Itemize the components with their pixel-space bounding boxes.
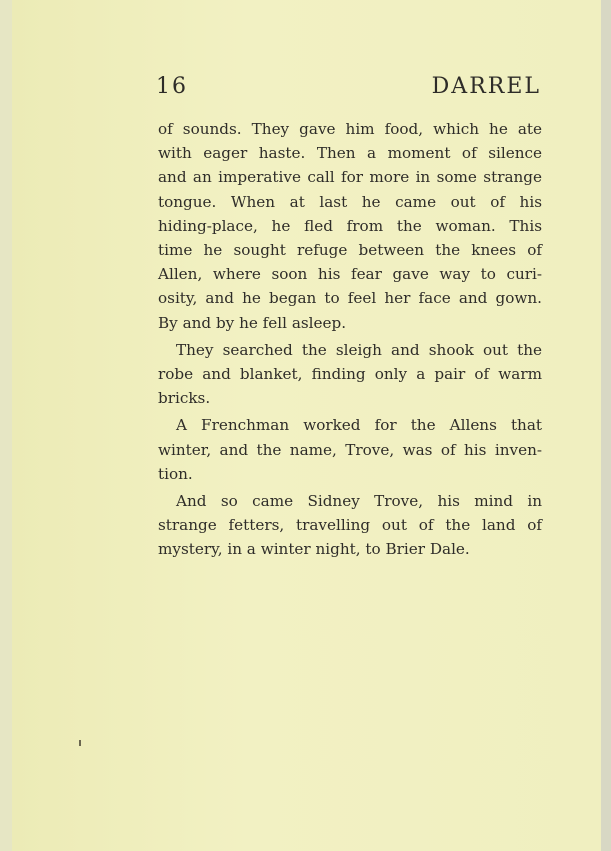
text-line: robe and blanket, finding only a pair of warm	[158, 365, 542, 384]
text-line: hiding-place, he fled from the woman. This	[158, 216, 542, 235]
body-text	[158, 117, 542, 565]
page-number: 16	[156, 74, 188, 99]
text-line: of sounds. They gave him food, which he ate	[158, 120, 542, 138]
ink-speck	[79, 740, 81, 746]
text-line: And so came Sidney Trove, his mind in	[176, 492, 542, 511]
text-line: time he sought refuge between the knees of	[158, 241, 542, 260]
text-line: strange fetters, travelling out of the land of	[158, 516, 542, 535]
text-line: mystery, in a winter night, to Brier Dale.	[158, 540, 470, 559]
text-line: osity, and he began to feel her face and gown.	[158, 289, 542, 308]
text-line: They searched the sleigh and shook out the	[176, 340, 542, 359]
text-line: and an imperative call for more in some strange	[158, 168, 542, 187]
paragraph-1	[158, 117, 542, 335]
text-line: A Frenchman worked for the Allens that	[176, 416, 542, 435]
page-edge	[601, 0, 611, 851]
paragraph-4	[158, 489, 542, 562]
running-head: DARREL	[431, 74, 541, 99]
text-line: bricks.	[158, 389, 211, 408]
text-line: By and by he fell asleep.	[158, 313, 347, 332]
text-line: tion.	[158, 464, 193, 483]
text-line: tongue. When at last he came out of his	[158, 192, 542, 211]
text-line: Allen, where soon his fear gave way to curi-	[158, 265, 542, 284]
text-line: with eager haste. Then a moment of silence	[158, 144, 542, 163]
paragraph-2	[158, 338, 542, 411]
text-line: winter, and the name, Trove, was of his inven-	[158, 440, 542, 459]
paragraph-3	[158, 413, 542, 486]
